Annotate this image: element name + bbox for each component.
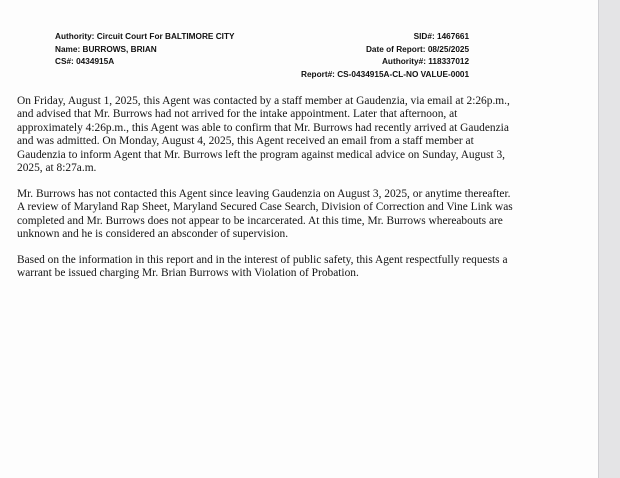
paragraph-warrant-request: Based on the information in this report and in the interest of public safety, this Agent respectfully requests a warrant be issued charging Mr. Brian Burrows with Violation of Probation. [17, 254, 508, 280]
report-number-line: Report#: CS-0434915A-CL-NO VALUE-0001 [300, 68, 469, 79]
authority-line: Authority: Circuit Court For BALTIMORE CITY [55, 31, 235, 41]
paragraph-whereabouts-unknown: Mr. Burrows has not contacted this Agent since leaving Gaudenzia on August 3, 2025, or anytime thereafter. A review of Maryland Rap Sheet, Maryland Secured Case Search, Division of Correction and Vine Link was completed and Mr. Burrows does not appear to be incarcerated. At this time, Mr. Burrows whereabouts are unknown and he is considered an absconder of supervision. [17, 187, 513, 241]
paragraph-intake-and-departure: On Friday, August 1, 2025, this Agent was contacted by a staff member at Gaudenzia, via email at 2:26p.m., and advised that Mr. Burrows had not arrived for the intake appointment. Later that afternoon, at approximately 4:26p.m., this Agent was able to confirm that Mr. Burrows had recently arrived at Gaudenzia and was admitted. On Monday, August 4, 2025, this Agent received an email from a staff member at Gaudenzia to inform Agent that Mr. Burrows left the program against medical advice on Sunday, August 3, 2025, at 8:27a.m. [17, 95, 510, 175]
header-left-block [55, 30, 235, 68]
date-of-report-line: Date of Report: 08/25/2025 [365, 43, 469, 54]
name-line: Name: BURROWS, BRIAN [55, 43, 157, 54]
header-right-block [301, 30, 469, 80]
cs-number-line: CS#: 0434915A [55, 56, 115, 66]
authority-number-line: Authority#: 118337012 [381, 56, 469, 66]
sid-line: SID#: 1467661 [413, 31, 469, 41]
scan-edge-margin [598, 0, 620, 478]
report-body [17, 95, 517, 293]
